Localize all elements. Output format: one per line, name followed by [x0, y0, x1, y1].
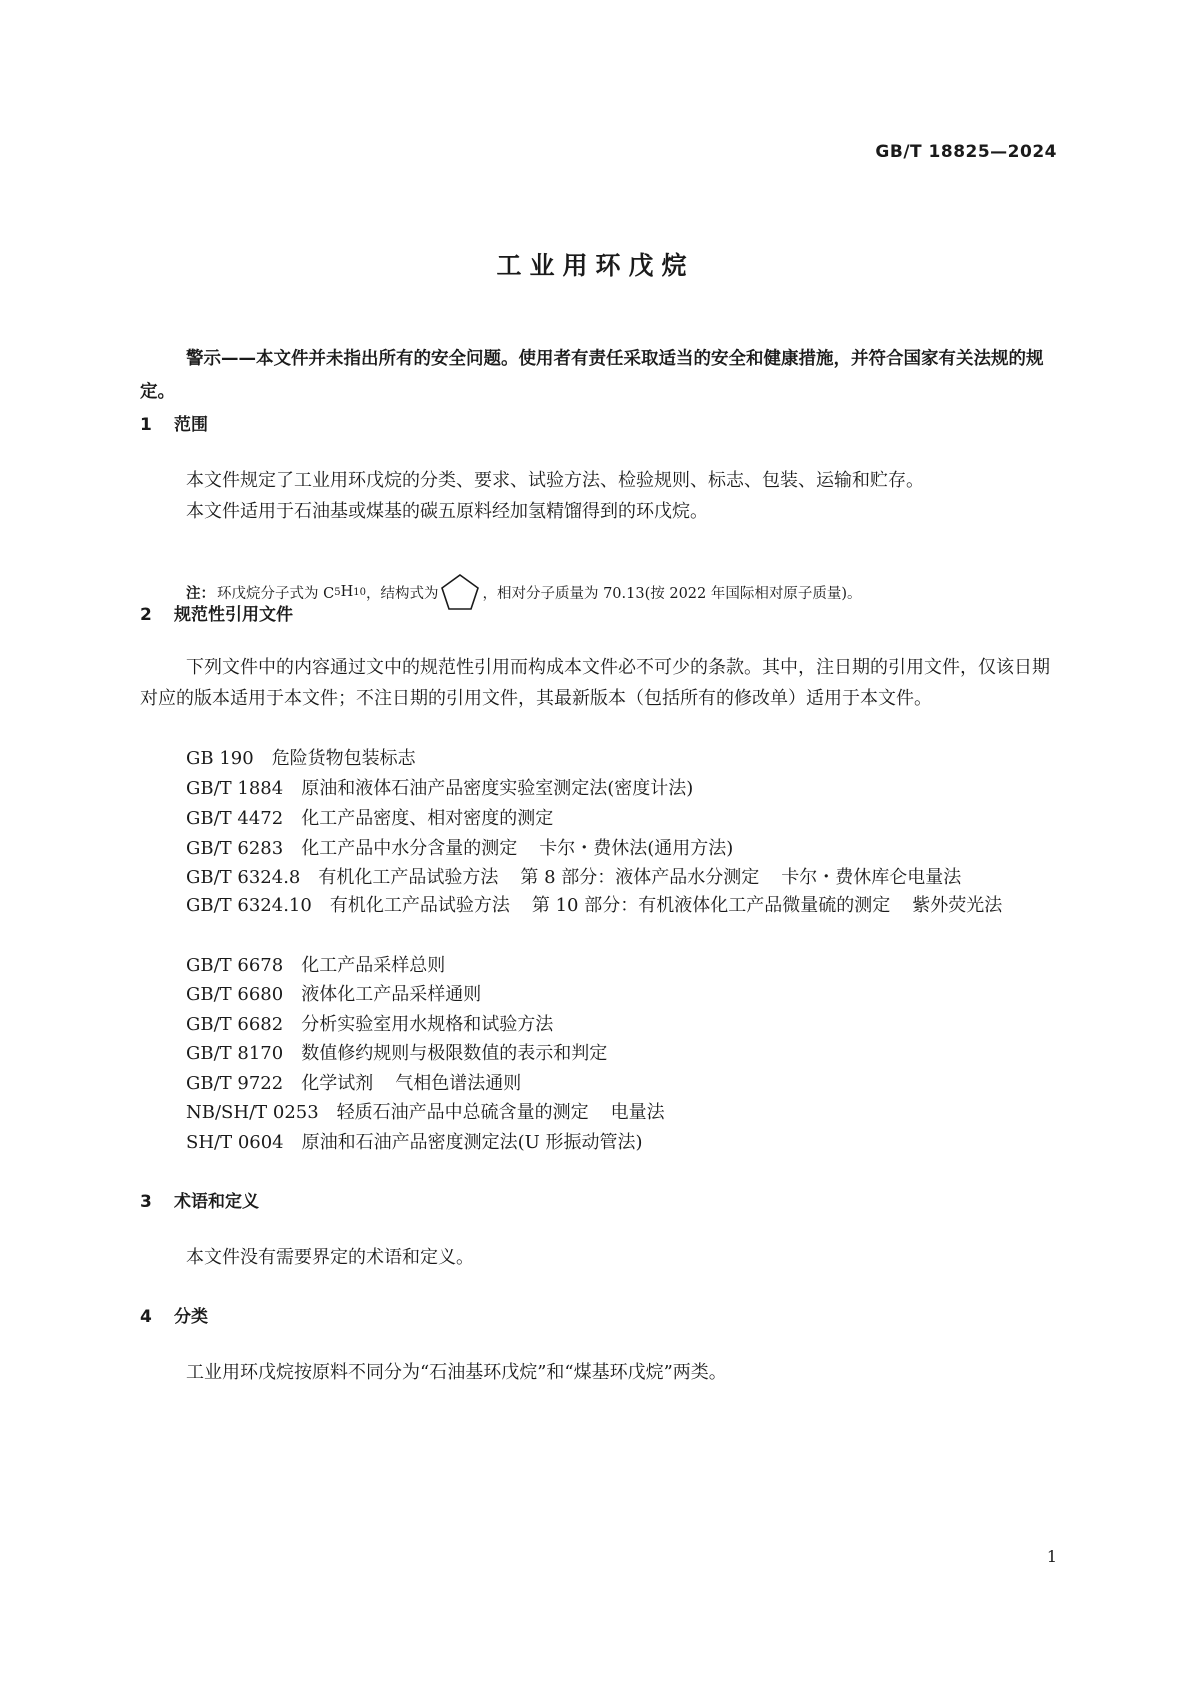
scope-paragraph-2: 本文件适用于石油基或煤基的碳五原料经加氢精馏得到的环戊烷。	[186, 501, 708, 522]
reference-code: SH/T 0604	[186, 1132, 284, 1153]
reference-code: GB/T 6283	[186, 838, 284, 859]
reference-title: 原油和石油产品密度测定法(U 形振动管法)	[301, 1132, 643, 1153]
reference-code: NB/SH/T 0253	[186, 1102, 319, 1123]
formula-subscript-h: 10	[353, 586, 366, 598]
terms-paragraph: 本文件没有需要界定的术语和定义。	[186, 1247, 474, 1268]
reference-item	[186, 863, 961, 889]
reference-title: 数值修约规则与极限数值的表示和判定	[301, 1043, 608, 1064]
reference-item	[186, 744, 416, 770]
reference-title: 化工产品密度、相对密度的测定	[301, 808, 554, 829]
note-structure-text: ，结构式为	[365, 585, 439, 602]
reference-title: 原油和液体石油产品密度实验室测定法(密度计法)	[301, 778, 694, 799]
section-number: 3	[140, 1192, 152, 1212]
reference-item	[186, 1069, 521, 1095]
note-molar-mass: ，相对分子质量为 70.13(按 2022 年国际相对原子质量)。	[482, 585, 862, 602]
classification-paragraph: 工业用环戊烷按原料不同分为“石油基环戊烷”和“煤基环戊烷”两类。	[186, 1362, 727, 1383]
reference-subtitle: 电量法	[610, 1102, 665, 1123]
reference-code: GB/T 6678	[186, 955, 284, 976]
reference-subtitle: 卡尔・费休法(通用方法)	[539, 838, 734, 859]
reference-code: GB/T 6324.10	[186, 895, 312, 916]
reference-item	[186, 774, 693, 800]
reference-item	[186, 951, 445, 977]
section-number: 1	[140, 415, 152, 435]
reference-item	[186, 1098, 665, 1124]
normative-references-intro: 下列文件中的内容通过文中的规范性引用而构成本文件必不可少的条款。其中，注日期的引用文件，仅该日期对应的版本适用于本文件；不注日期的引用文件，其最新版本（包括所有的修改单）适用于本文件。	[140, 657, 1050, 709]
reference-title: 化学试剂	[301, 1073, 374, 1094]
reference-code: GB/T 4472	[186, 808, 284, 829]
section-3-heading	[140, 1187, 259, 1212]
section-1-heading	[140, 410, 208, 435]
reference-title: 化工产品采样总则	[301, 955, 446, 976]
reference-item	[186, 980, 481, 1006]
section-4-heading	[140, 1302, 208, 1327]
reference-item	[186, 1128, 643, 1154]
reference-subtitle: 卡尔・费休库仑电量法	[781, 867, 962, 888]
reference-title: 危险货物包装标志	[271, 748, 416, 769]
reference-code: GB/T 6324.8	[186, 867, 301, 888]
section-title: 分类	[174, 1307, 208, 1327]
reference-subtitle: 紫外荧光法	[912, 895, 1003, 916]
reference-title: 轻质石油产品中总硫含量的测定	[336, 1102, 589, 1123]
reference-title: 有机化工产品试验方法	[318, 867, 499, 888]
reference-subtitle: 气相色谱法通则	[395, 1073, 522, 1094]
standard-number: GB/T 18825—2024	[875, 142, 1057, 162]
safety-warning: 警示——本文件并未指出所有的安全问题。使用者有责任采取适当的安全和健康措施，并符合国家有关法规的规定。	[140, 349, 1044, 402]
reference-item	[186, 1010, 553, 1036]
reference-code: GB 190	[186, 748, 254, 769]
section-title: 术语和定义	[174, 1192, 259, 1212]
formula-h: H	[340, 584, 354, 600]
reference-item	[186, 804, 553, 830]
reference-code: GB/T 1884	[186, 778, 284, 799]
reference-title: 液体化工产品采样通则	[301, 984, 482, 1005]
note-label: 注：	[186, 585, 215, 602]
reference-item	[140, 890, 1057, 921]
note-formula-prefix: 环戊烷分子式为 C	[217, 585, 335, 602]
reference-code: GB/T 6682	[186, 1014, 284, 1035]
page-number: 1	[1046, 1547, 1057, 1566]
scope-paragraph-1: 本文件规定了工业用环戊烷的分类、要求、试验方法、检验规则、标志、包装、运输和贮存。	[186, 470, 924, 491]
formula-subscript-c: 5	[334, 586, 341, 598]
reference-title: 分析实验室用水规格和试验方法	[301, 1014, 554, 1035]
reference-title: 化工产品中水分含量的测定	[301, 838, 518, 859]
reference-code: GB/T 6680	[186, 984, 284, 1005]
section-title: 范围	[174, 415, 208, 435]
reference-code: GB/T 8170	[186, 1043, 284, 1064]
cyclopentane-structure-icon	[440, 573, 480, 611]
reference-code: GB/T 9722	[186, 1073, 284, 1094]
section-number: 4	[140, 1307, 152, 1327]
section-number: 2	[140, 605, 152, 625]
reference-part: 第 10 部分：有机液体化工产品微量硫的测定	[531, 895, 891, 916]
document-title: 工业用环戊烷	[496, 251, 695, 280]
section-title: 规范性引用文件	[174, 605, 293, 625]
reference-part: 第 8 部分：液体产品水分测定	[520, 867, 760, 888]
section-2-heading	[140, 600, 293, 625]
reference-title: 有机化工产品试验方法	[329, 895, 510, 916]
reference-item	[186, 1039, 607, 1065]
reference-item	[186, 834, 733, 860]
